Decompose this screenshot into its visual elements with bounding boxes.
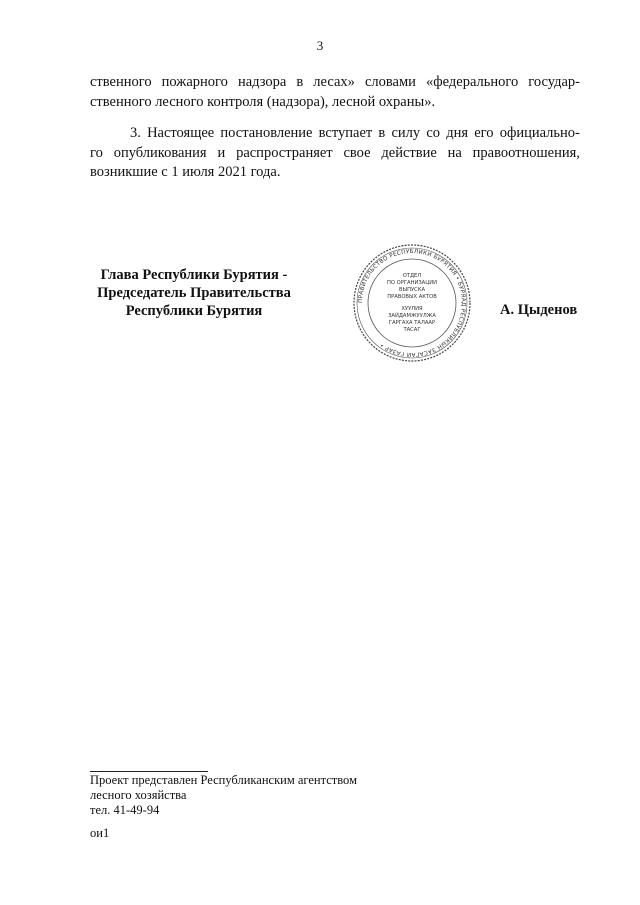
seal-ring xyxy=(357,248,467,358)
word: пожарного xyxy=(161,74,228,90)
word: на xyxy=(447,144,462,161)
seal-label: ТАСАГ xyxy=(403,327,421,333)
word: со xyxy=(426,125,441,141)
word: словами xyxy=(364,74,416,90)
footnote-line: Проект представлен Республиканским агентством xyxy=(90,773,357,787)
document-code: ои1 xyxy=(90,826,110,840)
word: 3. xyxy=(130,125,141,141)
word: в xyxy=(378,125,386,141)
word: го xyxy=(90,144,103,161)
seal-label: ЗАЙДАМЖУУЛЖА xyxy=(388,313,436,319)
word: в xyxy=(296,74,304,90)
word: распространяет xyxy=(236,144,333,161)
word: его xyxy=(474,125,494,141)
text-line xyxy=(90,124,580,144)
word: действие xyxy=(381,144,437,161)
word: вступает xyxy=(318,125,373,141)
word: «федерального xyxy=(426,74,519,90)
seal-label: ВЫПУСКА xyxy=(398,287,426,293)
word: правоотношения, xyxy=(472,144,580,161)
word: надзора xyxy=(237,74,287,90)
signer-title-line: Глава Республики Бурятия - xyxy=(100,267,288,283)
signer-name: А. Цыденов xyxy=(500,302,578,318)
footnote-line: лесного хозяйства xyxy=(90,788,187,802)
official-seal xyxy=(351,242,473,364)
seal-label: ХУУЛИЯ xyxy=(401,306,423,312)
seal-ring-text: ПРАВИТЕЛЬСТВО РЕСПУБЛИКИ БУРЯТИЯ • БУРЯАД РЕСПУБЛИКЫН ЗАСАГАЙ ГАЗАР • xyxy=(357,248,467,358)
seal-label: ГАРГАХА ТАЛААР xyxy=(388,320,436,326)
word: Настоящее xyxy=(147,125,215,141)
word: лесах» xyxy=(313,74,355,90)
word: официально- xyxy=(499,125,580,141)
text-line xyxy=(90,144,580,164)
word: опубликования xyxy=(113,144,207,161)
signer-title xyxy=(88,266,300,320)
text-line xyxy=(90,163,580,183)
footnote-line: тел. 41-49-94 xyxy=(90,803,160,817)
paragraph-effective-date xyxy=(90,124,580,183)
seal-label: ПРАВОВЫХ АКТОВ xyxy=(387,294,437,300)
paragraph-continuation xyxy=(90,73,580,112)
text-line xyxy=(90,93,580,113)
seal-label: ПО ОРГАНИЗАЦИИ xyxy=(386,280,438,286)
word: постановление xyxy=(220,125,313,141)
line-text: ственного лесного контроля (надзора), лесной охраны». xyxy=(90,93,436,110)
signer-title-line: Республики Бурятия xyxy=(125,303,263,319)
word: государ- xyxy=(528,74,580,90)
word: силу xyxy=(391,125,421,141)
word: и xyxy=(217,144,226,161)
word: свое xyxy=(343,144,371,161)
seal-outer-ring xyxy=(354,245,470,361)
footnote xyxy=(90,773,357,818)
word: дня xyxy=(446,125,469,141)
signer-title-line: Председатель Правительства xyxy=(97,285,291,301)
seal-label: ОТДЕЛ xyxy=(402,273,422,279)
word: ственного xyxy=(90,74,152,90)
line-text: возникшие с 1 июля 2021 года. xyxy=(90,164,281,180)
page-number: 3 xyxy=(316,38,324,53)
footnote-rule xyxy=(90,771,208,772)
text-line xyxy=(90,73,580,93)
